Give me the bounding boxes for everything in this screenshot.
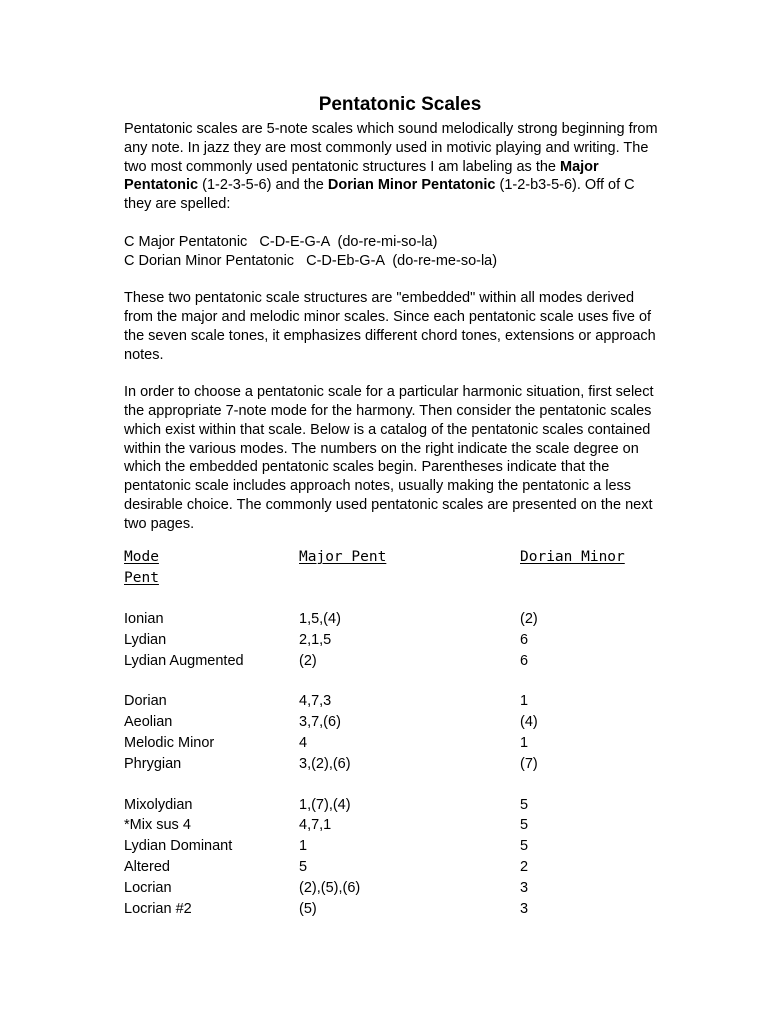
major-pent-cell: 1 — [299, 838, 308, 855]
header-dorian-minor: Dorian Minor — [520, 549, 625, 565]
major-pent-cell: 5 — [299, 858, 308, 875]
mode-cell: Lydian Augmented — [124, 652, 244, 669]
mode-cell: *Mix sus 4 — [124, 817, 191, 834]
mode-cell: Locrian #2 — [124, 900, 192, 917]
table-row — [124, 693, 644, 714]
header-major-pent: Major Pent — [299, 549, 387, 565]
page-title: Pentatonic Scales — [318, 94, 482, 115]
major-pent-cell: 3,(2),(6) — [299, 755, 351, 772]
dorian-minor-pent-cell: 6 — [520, 631, 529, 648]
table-row — [124, 901, 644, 922]
intro-text-c: (1-2-b3-5-6). Off of C they are spelled: — [124, 177, 635, 213]
intro-text-a: Pentatonic scales are 5-note scales which sound melodically strong beginning from any note. In jazz they are most commonly used in motivic playing and writing. The two most commonly used pentatonic structures I am labeling as the — [124, 121, 658, 175]
header-mode: Mode — [124, 549, 159, 565]
major-pent-cell: (2),(5),(6) — [299, 879, 361, 896]
mode-cell: Lydian — [124, 631, 167, 648]
catalog-paragraph: In order to choose a pentatonic scale for a particular harmonic situation, first select the appropriate 7-note mode for the harmony. Then consider the pentatonic scales which exist within that scale. Below is a catalog of the pentatonic scales contained within the various modes. The numbers on the right indicate the scale degree on which the embedded pentatonic scales begin. Parentheses indicate that the pentatonic scale includes approach notes, usually making the pentatonic a less desirable choice. The commonly used pentatonic scales are presented on the next two pages. — [124, 384, 654, 532]
dorian-minor-pent-cell: 5 — [520, 817, 529, 834]
intro-text-b: (1-2-3-5-6) and the — [198, 177, 328, 194]
table-row — [124, 714, 644, 735]
major-pentatonic-term: Major Pentatonic — [124, 158, 599, 194]
dorian-minor-pent-cell: 5 — [520, 796, 529, 813]
major-pent-cell: (5) — [299, 900, 317, 917]
dorian-minor-pent-cell: 3 — [520, 900, 529, 917]
table-row — [124, 653, 644, 674]
table-row — [124, 859, 644, 880]
mode-cell: Lydian Dominant — [124, 838, 233, 855]
dorian-spelling: C Dorian Minor Pentatonic C-D-Eb-G-A (do-re-me-so-la) — [124, 252, 498, 269]
mode-cell: Aeolian — [124, 714, 173, 731]
table-header — [124, 549, 644, 570]
table-row — [124, 611, 644, 632]
embedded-paragraph: These two pentatonic scale structures are "embedded" within all modes derived from the major and melodic minor scales. Since each pentatonic scale uses five of the seven scale tones, it emphasizes different chord tones, extensions or approach notes. — [124, 290, 656, 363]
dorian-minor-pent-cell: 6 — [520, 652, 529, 669]
mode-cell: Melodic Minor — [124, 734, 215, 751]
document-body — [124, 94, 664, 534]
dorian-minor-pent-cell: (7) — [520, 755, 538, 772]
table-row — [124, 838, 644, 859]
mode-cell: Ionian — [124, 611, 164, 627]
dorian-minor-pent-cell: 1 — [520, 693, 529, 710]
dorian-minor-pent-cell: 2 — [520, 858, 529, 875]
table-row — [124, 880, 644, 901]
table-row — [124, 632, 644, 653]
intro-paragraph — [124, 120, 664, 214]
major-pent-cell: 4,7,1 — [299, 817, 332, 834]
dorian-minor-pent-cell: (4) — [520, 714, 538, 731]
mode-cell: Dorian — [124, 693, 167, 710]
dorian-minor-pent-cell: 1 — [520, 734, 529, 751]
mode-cell: Mixolydian — [124, 796, 193, 813]
table-row — [124, 735, 644, 756]
mode-cell: Phrygian — [124, 755, 182, 772]
mode-group — [124, 797, 644, 922]
table-row — [124, 756, 644, 777]
major-pent-cell: 4 — [299, 734, 308, 751]
major-pent-cell: 1,5,(4) — [299, 611, 341, 627]
table-row — [124, 797, 644, 818]
major-pent-cell: 4,7,3 — [299, 693, 332, 710]
mode-cell: Locrian — [124, 879, 172, 896]
mode-table — [124, 549, 644, 921]
major-pent-cell: (2) — [299, 652, 317, 669]
major-pent-cell: 3,7,(6) — [299, 714, 341, 731]
mode-group — [124, 611, 644, 673]
major-pent-cell: 1,(7),(4) — [299, 796, 351, 813]
header-pent: Pent — [124, 570, 159, 586]
mode-cell: Altered — [124, 858, 170, 875]
mode-group — [124, 693, 644, 776]
table-row — [124, 817, 644, 838]
table-header-continued — [124, 570, 644, 591]
dorian-minor-pent-cell: 5 — [520, 838, 529, 855]
dorian-minor-pentatonic-term: Dorian Minor Pentatonic — [327, 177, 496, 194]
dorian-minor-pent-cell: (2) — [520, 611, 538, 627]
dorian-minor-pent-cell: 3 — [520, 879, 529, 896]
major-spelling: C Major Pentatonic C-D-E-G-A (do-re-mi-so-la) — [124, 233, 438, 250]
major-pent-cell: 2,1,5 — [299, 631, 332, 648]
